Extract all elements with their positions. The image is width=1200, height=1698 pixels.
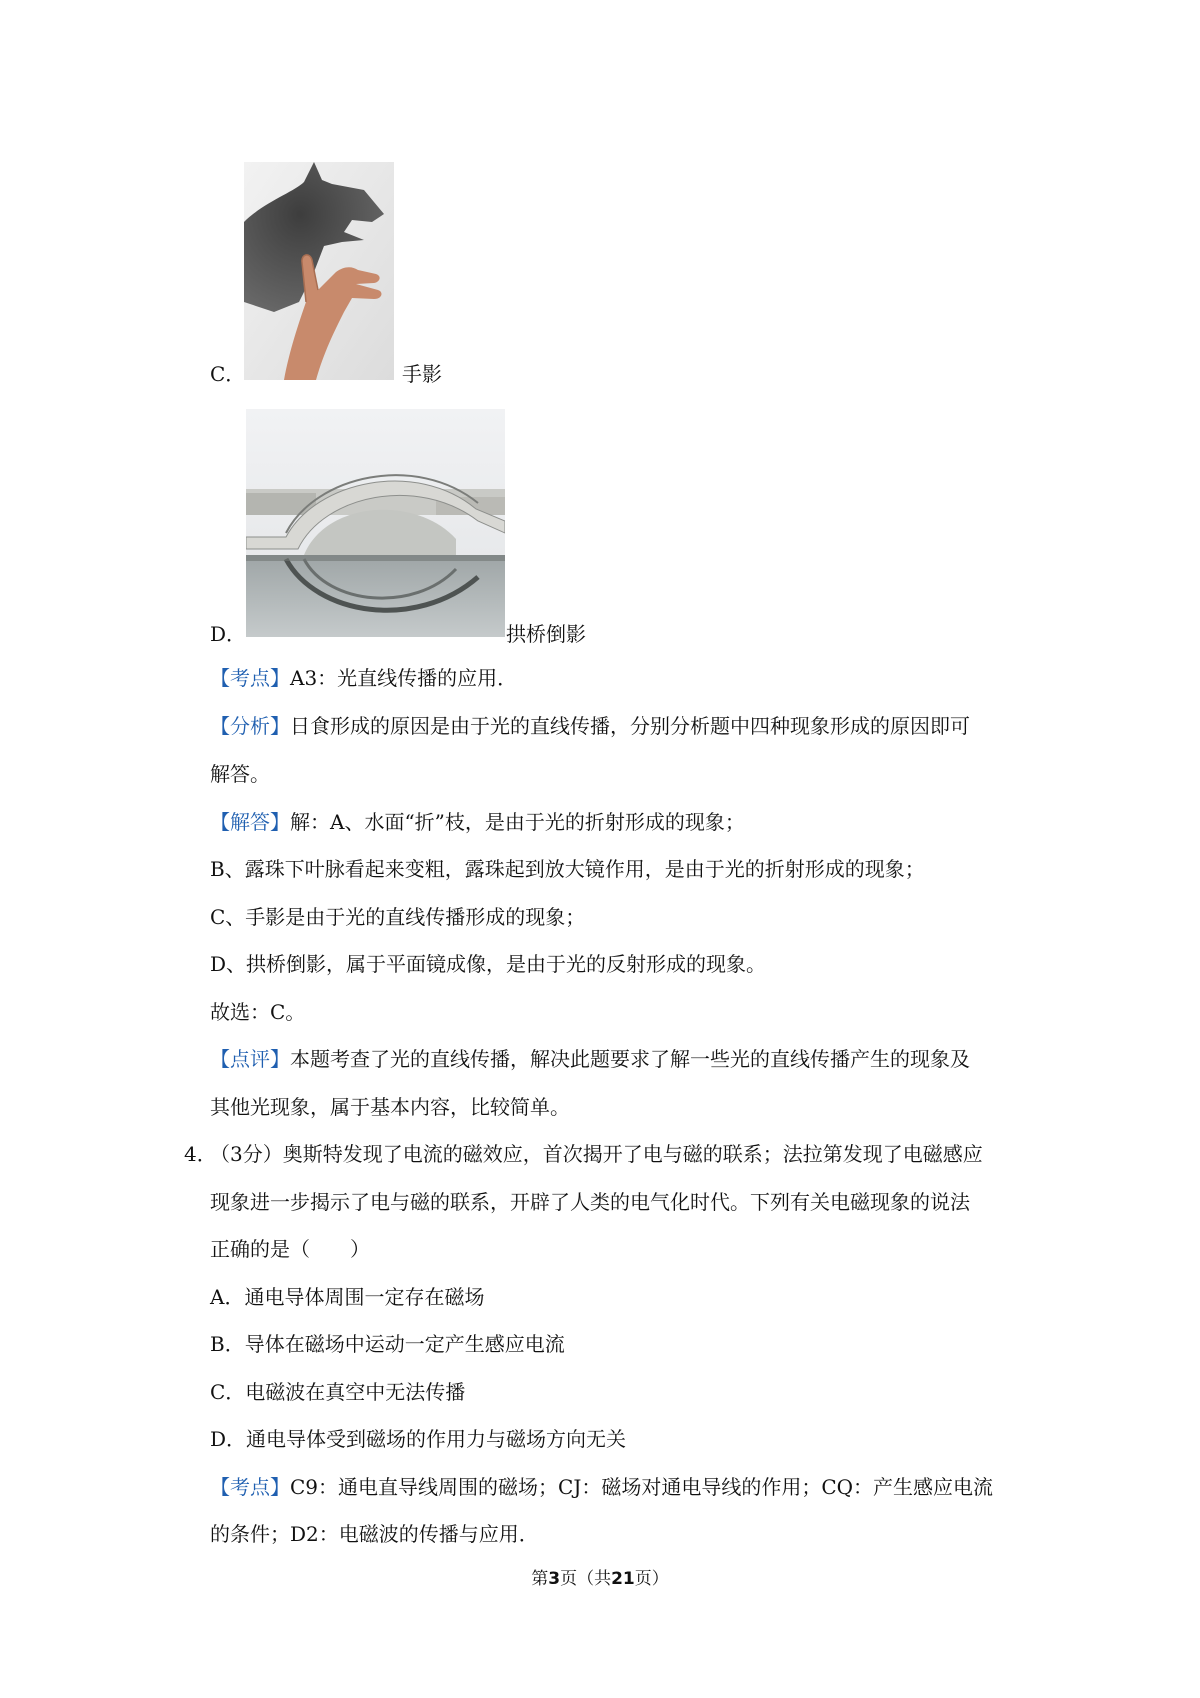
q4-kaodian-tag: 【考点】 bbox=[210, 1475, 290, 1499]
option-d-caption: 拱桥倒影 bbox=[506, 622, 586, 646]
dianping-tag: 【点评】 bbox=[210, 1047, 290, 1071]
fenxi-tag: 【分析】 bbox=[210, 714, 290, 738]
q4-stem-2: 现象进一步揭示了电与磁的联系，开辟了人类的电气化时代。下列有关电磁现象的说法 bbox=[210, 1190, 970, 1214]
q4-option-c: C．电磁波在真空中无法传播 bbox=[210, 1380, 466, 1404]
page-footer bbox=[0, 1564, 1200, 1589]
jieda-tag: 【解答】 bbox=[210, 810, 290, 834]
option-d-label: D． bbox=[210, 622, 247, 646]
footer-suffix: 页） bbox=[634, 1569, 669, 1589]
q3-fenxi-cont: 解答。 bbox=[210, 762, 270, 786]
q4-stem-3: 正确的是（ ） bbox=[210, 1237, 370, 1261]
option-c-caption: 手影 bbox=[402, 362, 442, 386]
q4-option-b: B．导体在磁场中运动一定产生感应电流 bbox=[210, 1332, 565, 1356]
arch-bridge-reflection-image bbox=[246, 409, 505, 637]
q3-line-b: B、露珠下叶脉看起来变粗，露珠起到放大镜作用，是由于光的折射形成的现象； bbox=[210, 857, 925, 881]
footer-mid: 页（共 bbox=[560, 1569, 612, 1589]
dianping-text: 本题考查了光的直线传播，解决此题要求了解一些光的直线传播产生的现象及 bbox=[290, 1047, 970, 1071]
kaodian-tag: 【考点】 bbox=[210, 666, 290, 690]
footer-page-number: 3 bbox=[548, 1569, 561, 1589]
q4-kaodian bbox=[210, 1473, 993, 1501]
q3-line-c: C、手影是由于光的直线传播形成的现象； bbox=[210, 905, 586, 929]
q4-kaodian-text: C9：通电直导线周围的磁场；CJ：磁场对通电导线的作用；CQ：产生感应电流 bbox=[290, 1475, 994, 1499]
q4-stem-1: （3分）奥斯特发现了电流的磁效应，首次揭开了电与磁的联系；法拉第发现了电磁感应 bbox=[210, 1142, 983, 1166]
jieda-text: 解：A、水面“折”枝，是由于光的折射形成的现象； bbox=[290, 810, 745, 834]
q3-fenxi bbox=[210, 712, 970, 740]
q3-dianping bbox=[210, 1045, 970, 1073]
kaodian-text: A3：光直线传播的应用． bbox=[290, 666, 518, 690]
footer-prefix: 第 bbox=[531, 1569, 549, 1589]
fenxi-text: 日食形成的原因是由于光的直线传播，分别分析题中四种现象形成的原因即可 bbox=[290, 714, 970, 738]
hand-shadow-image bbox=[244, 162, 394, 380]
footer-total-pages: 21 bbox=[611, 1569, 635, 1589]
option-c-label: C． bbox=[210, 362, 246, 386]
q4-option-a: A．通电导体周围一定存在磁场 bbox=[210, 1285, 485, 1309]
q4-number: 4． bbox=[184, 1142, 217, 1166]
q4-option-d: D．通电导体受到磁场的作用力与磁场方向无关 bbox=[210, 1427, 627, 1451]
q3-choice: 故选：C。 bbox=[210, 1000, 306, 1024]
q3-dianping-cont: 其他光现象，属于基本内容，比较简单。 bbox=[210, 1095, 570, 1119]
q3-jieda bbox=[210, 808, 745, 836]
q3-kaodian bbox=[210, 664, 517, 692]
q4-kaodian-cont: 的条件；D2：电磁波的传播与应用． bbox=[210, 1522, 539, 1546]
q3-line-d: D、拱桥倒影，属于平面镜成像，是由于光的反射形成的现象。 bbox=[210, 952, 767, 976]
